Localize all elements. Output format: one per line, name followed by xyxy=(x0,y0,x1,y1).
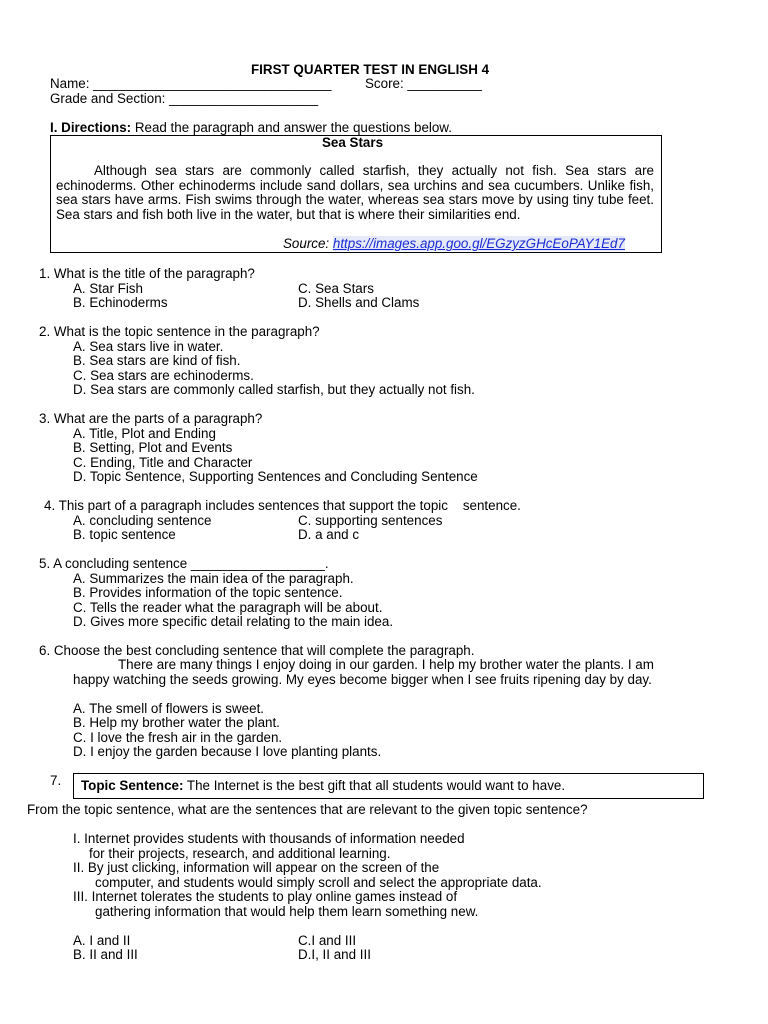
q5-option-d: D. Gives more specific detail relating to the main idea. xyxy=(73,614,394,629)
q3-question: 3. What are the parts of a paragraph? xyxy=(39,411,263,426)
q7-statement-iii-line1: III. Internet tolerates the students to play online games instead of xyxy=(73,889,458,904)
q1-option-c: C. Sea Stars xyxy=(298,281,374,296)
grade-section-field: Grade and Section: ____________________ xyxy=(50,91,319,106)
passage-body: Although sea stars are commonly called starfish, they actually not fish. Sea stars are echinoderms. Other echinoderms include sand dollars, sea urchins and sea cucumbers. Unlike fish, sea stars have arms. Fish swims through the water, whereas sea stars move by using tiny tube feet. Sea stars and fish both live in the water, but that is where their similarities end. xyxy=(56,163,654,222)
q6-option-a: A. The smell of flowers is sweet. xyxy=(73,701,265,716)
topic-sentence-text: The Internet is the best gift that all students would want to have. xyxy=(183,778,566,793)
q5-option-a: A. Summarizes the main idea of the paragraph. xyxy=(73,571,354,586)
q7-option-c: C.I and III xyxy=(298,933,357,948)
q6-option-b: B. Help my brother water the plant. xyxy=(73,715,280,730)
source-label: Source: xyxy=(283,236,333,251)
q6-question: 6. Choose the best concluding sentence that will complete the paragraph. xyxy=(39,643,475,658)
q1-option-a: A. Star Fish xyxy=(73,281,143,296)
q5-option-b: B. Provides information of the topic sentence. xyxy=(73,585,343,600)
q7-option-d: D.I, II and III xyxy=(298,947,371,962)
q4-option-c: C. supporting sentences xyxy=(298,513,443,528)
q6-paragraph-line1: There are many things I enjoy doing in our garden. I help my brother water the plants. I am xyxy=(118,657,654,672)
directions xyxy=(50,121,452,136)
score-field: Score: __________ xyxy=(365,76,482,91)
q6-option-c: C. I love the fresh air in the garden. xyxy=(73,730,283,745)
q6-option-d: D. I enjoy the garden because I love planting plants. xyxy=(73,744,382,759)
q7-option-b: B. II and III xyxy=(73,947,138,962)
q2-option-c: C. Sea stars are echinoderms. xyxy=(73,368,254,383)
q2-question: 2. What is the topic sentence in the paragraph? xyxy=(39,324,320,339)
passage-title: Sea Stars xyxy=(322,135,384,150)
q4-option-b: B. topic sentence xyxy=(73,527,176,542)
q5-option-c: C. Tells the reader what the paragraph will be about. xyxy=(73,600,383,615)
q1-option-d: D. Shells and Clams xyxy=(298,295,420,310)
q3-option-c: C. Ending, Title and Character xyxy=(73,455,253,470)
source-link[interactable]: https://images.app.goo.gl/EGzyzGHcEoPAY1Ed7 xyxy=(332,236,625,251)
q6-paragraph-line2: happy watching the seeds growing. My eyes become bigger when I see fruits ripening day by day. xyxy=(73,672,652,687)
q7-number: 7. xyxy=(50,773,62,788)
q1-option-b: B. Echinoderms xyxy=(73,295,168,310)
q3-option-d: D. Topic Sentence, Supporting Sentences and Concluding Sentence xyxy=(73,469,478,484)
q3-option-a: A. Title, Plot and Ending xyxy=(73,426,216,441)
q2-option-d: D. Sea stars are commonly called starfish, but they actually not fish. xyxy=(73,382,475,397)
q7-statement-ii-line1: II. By just clicking, information will appear on the screen of the xyxy=(73,860,440,875)
q7-statement-ii-line2: computer, and students would simply scroll and select the appropriate data. xyxy=(95,875,542,890)
q1-question: 1. What is the title of the paragraph? xyxy=(39,266,255,281)
directions-text: Read the paragraph and answer the questions below. xyxy=(131,120,452,135)
q2-option-a: A. Sea stars live in water. xyxy=(73,339,224,354)
topic-sentence-label: Topic Sentence: xyxy=(81,778,184,793)
test-title: FIRST QUARTER TEST IN ENGLISH 4 xyxy=(251,62,490,77)
q7-statement-i-line1: I. Internet provides students with thousands of information needed xyxy=(73,831,465,846)
topic-sentence xyxy=(81,779,565,794)
q2-option-b: B. Sea stars are kind of fish. xyxy=(73,353,241,368)
q4-option-d: D. a and c xyxy=(298,527,360,542)
q7-statement-i-line2: for their projects, research, and additional learning. xyxy=(89,846,391,861)
q4-option-a: A. concluding sentence xyxy=(73,513,212,528)
q4-question: 4. This part of a paragraph includes sentences that support the topic sentence. xyxy=(44,498,521,513)
q5-question: 5. A concluding sentence __________________. xyxy=(39,556,329,571)
q3-option-b: B. Setting, Plot and Events xyxy=(73,440,233,455)
passage-source xyxy=(283,237,625,252)
q7-option-a: A. I and II xyxy=(73,933,131,948)
q7-statement-iii-line2: gathering information that would help them learn something new. xyxy=(95,904,479,919)
directions-label: I. Directions: xyxy=(50,120,132,135)
q7-question: From the topic sentence, what are the sentences that are relevant to the given topic sentence? xyxy=(27,802,588,817)
name-field: Name: ________________________________ xyxy=(50,76,332,91)
